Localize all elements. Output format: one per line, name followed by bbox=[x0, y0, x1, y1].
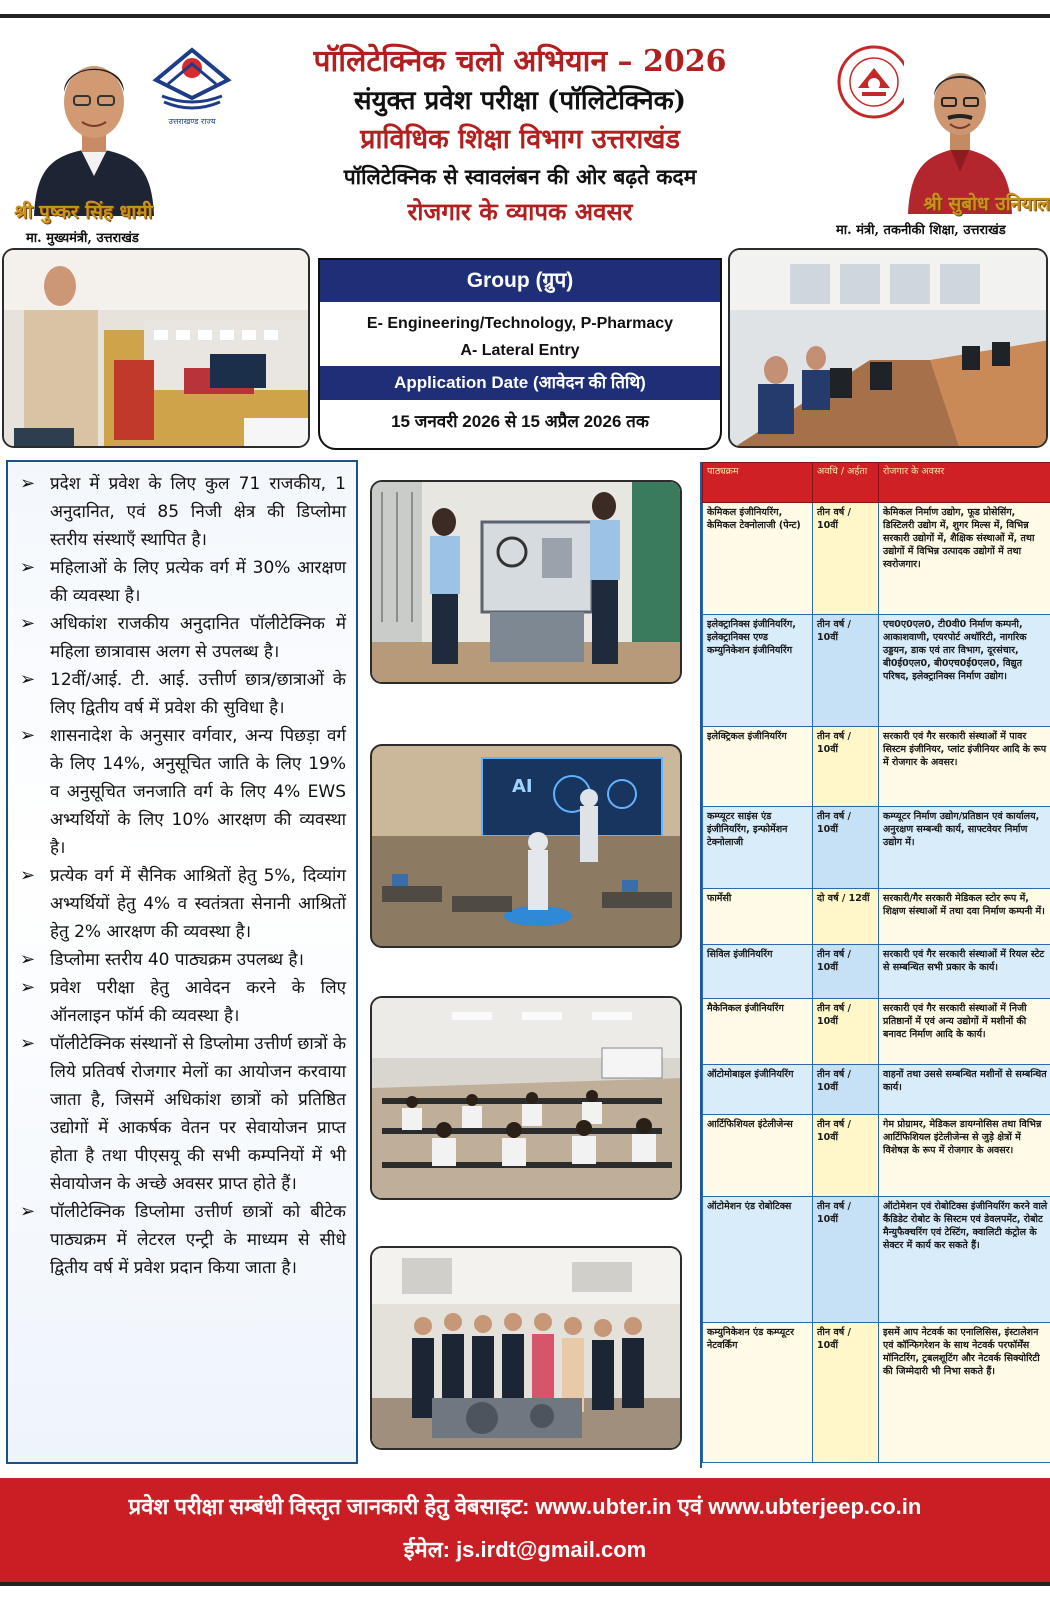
feature-item: ➢ पॉलीटेक्निक डिप्लोमा उत्तीर्ण छात्रों को बीटेक पाठ्यक्रम में लेटरल एन्ट्री के माध्यम से सीधे द्वितीय वर्ष में प्रवेश प्रदान किया जाता है। bbox=[16, 1198, 346, 1282]
chief-minister-name: श्री पुष्कर सिंह धामी bbox=[14, 201, 153, 223]
arrow-bullet-icon: ➢ bbox=[20, 949, 36, 970]
table-row: कम्प्यूटर साइंस एंड इंजीनियरिंग, इन्फोर्मेशन टेक्नोलाजी तीन वर्ष / 10वीं कम्प्यूटर निर्माण उद्योग/प्रतिष्ठान एवं कार्यालय, अनुरक्षण सम्बन्धी कार्य, साफ्टवेयर निर्माण उद्योग में। bbox=[703, 807, 1050, 889]
tagline: पॉलिटेक्निक से स्वावलंबन की ओर बढ़ते कदम bbox=[343, 164, 697, 189]
title-block bbox=[250, 42, 790, 230]
group-heading: Group (ग्रुप) bbox=[320, 260, 720, 302]
header bbox=[0, 20, 1050, 252]
feature-item: ➢ महिलाओं के लिए प्रत्येक वर्ग में 30% आरक्षण की व्यवस्था है। bbox=[16, 554, 346, 610]
minister-name: श्री सुबोध उनियाल bbox=[923, 193, 1050, 215]
table-header-row bbox=[703, 463, 1050, 503]
chief-minister-title: मा. मुख्यमंत्री, उत्तराखंड bbox=[26, 231, 139, 246]
arrow-bullet-icon: ➢ bbox=[20, 977, 36, 998]
department-seal-icon bbox=[836, 44, 912, 120]
table-row: आर्टिफिशियल इंटेलीजेन्स तीन वर्ष / 10वीं गेम प्रोग्रामर, मेडिकल डायग्नोसिस तथा विभिन्न आर्टिफिशियल इंटेलीजेन्स से जुड़े क्षेत्रों में विशेषज्ञ के रूप में रोजगार के अवसर। bbox=[703, 1115, 1050, 1197]
bottom-border bbox=[0, 1582, 1050, 1586]
svg-text:उत्तराखण्ड राज्य: उत्तराखण्ड राज्य bbox=[168, 117, 216, 126]
minister-title: मा. मंत्री, तकनीकी शिक्षा, उत्तराखंड bbox=[836, 223, 1006, 238]
features-panel bbox=[6, 460, 358, 1464]
technical-education-minister-photo bbox=[904, 42, 1016, 214]
arrow-bullet-icon: ➢ bbox=[20, 473, 36, 494]
website-info: प्रवेश परीक्षा सम्बंधी विस्तृत जानकारी हेतु वेबसाइट: www.ubter.in एवं www.ubterjeep.co.in bbox=[128, 1494, 922, 1519]
column-header-course: पाठ्यक्रम bbox=[703, 463, 813, 503]
feature-item: ➢ 12वीं/आई. टी. आई. उत्तीर्ण छात्र/छात्राओं के लिए द्वितीय वर्ष में प्रवेश की सुविधा है। bbox=[16, 666, 346, 722]
group-info-box bbox=[318, 258, 722, 450]
feature-item: ➢ शासनादेश के अनुसार वर्गवार, अन्य पिछड़ा वर्ग के लिए 14%, अनुसूचित जाति के लिए 19% व अनुसूचित जनजाति वर्ग के लिए 4% EWS अभ्यर्थियों के लिए 10% आरक्षण की व्यवस्था है। bbox=[16, 722, 346, 862]
arrow-bullet-icon: ➢ bbox=[20, 1033, 36, 1054]
email-info: ईमेल: js.irdt@gmail.com bbox=[403, 1537, 647, 1562]
features-list bbox=[16, 470, 346, 1282]
feature-item: ➢ प्रदेश में प्रवेश के लिए कुल 71 राजकीय, 1 अनुदानित, एवं 85 निजी क्षेत्र की डिप्लोमा स्तरीय संस्थाएँ स्थापित है। bbox=[16, 470, 346, 554]
table-row: फार्मेसी दो वर्ष / 12वीं सरकारी/गैर सरकारी मेडिकल स्टोर रूप में, शिक्षण संस्थाओं में तथा दवा निर्माण कम्पनी में। bbox=[703, 889, 1050, 945]
arrow-bullet-icon: ➢ bbox=[20, 865, 36, 886]
top-border bbox=[0, 14, 1050, 18]
exam-hall-photo bbox=[370, 996, 682, 1200]
computer-lab-photo bbox=[728, 248, 1048, 448]
feature-item: ➢ प्रवेश परीक्षा हेतु आवेदन करने के लिए ऑनलाइन फॉर्म की व्यवस्था है। bbox=[16, 974, 346, 1030]
table-row: कम्युनिकेशन एंड कम्प्यूटर नेटवर्किंग तीन वर्ष / 10वीं इसमें आप नेटवर्क का एनालिसिस, इंस्टालेशन एवं कॉन्फिगरेशन के साथ नेटवर्क परफॉर्मेंस मॉनिटरिंग, ट्रबलशूटिंग और नेटवर्क सिक्योरिटी की जिम्मेदारी भी निभा सकते हैं। bbox=[703, 1323, 1050, 1463]
campaign-title: पॉलिटेक्निक चलो अभियान – 2026 bbox=[313, 44, 727, 79]
table-row: सिविल इंजीनियरिंग तीन वर्ष / 10वीं सरकारी एवं गैर सरकारी संस्थाओं में रियल स्टेट से सम्बन्धित सभी प्रकार के कार्य। bbox=[703, 945, 1050, 999]
feature-item: ➢ डिप्लोमा स्तरीय 40 पाठ्यक्रम उपलब्ध है। bbox=[16, 946, 346, 974]
ai-classroom-photo bbox=[370, 744, 682, 948]
arrow-bullet-icon: ➢ bbox=[20, 1201, 36, 1222]
table-row: ऑटोमोबाइल इंजीनियरिंग तीन वर्ष / 10वीं वाहनों तथा उससे सम्बन्धित मशीनों से सम्बन्धित कार्य। bbox=[703, 1065, 1050, 1115]
footer-banner bbox=[0, 1478, 1050, 1582]
table-row: इलेक्ट्रिकल इंजीनियरिंग तीन वर्ष / 10वीं सरकारी एवं गैर सरकारी संस्थाओं में पावर सिस्टम इंजीनियर, प्लांट इंजीनियर आदि के रूप में रोजगार के अवसर। bbox=[703, 727, 1050, 807]
employment-tagline: रोजगार के व्यापक अवसर bbox=[407, 197, 633, 226]
application-date-heading: Application Date (आवेदन की तिथि) bbox=[320, 366, 720, 400]
arrow-bullet-icon: ➢ bbox=[20, 613, 36, 634]
feature-item: ➢ प्रत्येक वर्ग में सैनिक आश्रितों हेतु 5%, दिव्यांग अभ्यर्थियों हेतु 4% व स्वतंत्रता सेनानी आश्रितों हेतु 2% आरक्षण की व्यवस्था है। bbox=[16, 862, 346, 946]
group-lateral-entry: A- Lateral Entry bbox=[460, 342, 580, 359]
department-title: प्राविधिक शिक्षा विभाग उत्तराखंड bbox=[360, 124, 680, 155]
chief-minister-photo bbox=[24, 36, 164, 216]
arrow-bullet-icon: ➢ bbox=[20, 669, 36, 690]
table-row: ऑटोमेशन एंड रोबोटिक्स तीन वर्ष / 10वीं ऑटोमेशन एवं रोबोटिक्स इंजीनियरिंग करने वाले कैंडिडेट रोबोट के सिस्टम एवं डेवलपमेंट, रोबोट मैन्युफैक्चरिंग एवं टेस्टिंग, क्वालिटी कंट्रोल के सेक्टर में कार्य कर सकते हैं। bbox=[703, 1197, 1050, 1323]
courses-table-panel bbox=[700, 462, 1050, 1468]
uttarakhand-emblem-icon bbox=[150, 38, 234, 128]
table-row: इलेक्ट्रानिक्स इंजीनियरिंग, इलेक्ट्रानिक्स एण्ड कम्युनिकेशन इंजीनियरिंग तीन वर्ष / 10वीं एच0ए0एल0, टी0वी0 निर्माण कम्पनी, आकाशवाणी, एयरपोर्ट अथॉरिटी, नागरिक उड्डयन, डाक एवं तार विभाग, दूरसंचार, बी0ई0एल0, बी0एच0ई0एल0, विद्युत परिषद, इलेक्ट्रानिक्स निर्माण उद्योग। bbox=[703, 615, 1050, 727]
arrow-bullet-icon: ➢ bbox=[20, 725, 36, 746]
column-header-employment: रोजगार के अवसर bbox=[879, 463, 1050, 503]
feature-item: ➢ पॉलीटेक्निक संस्थानों से डिप्लोमा उत्तीर्ण छात्रों के लिये प्रतिवर्ष रोजगार मेलों का आयोजन करवाया जाता है, जिसमें अधिकांश छात्रों को प्रतिष्ठित उद्योगों में आकर्षक वेतन पर सेवायोजन प्राप्त होता है तथा पीएसयू की सभी कम्पनियों में भी सेवायोजन के अच्छे अवसर प्राप्त होते हैं। bbox=[16, 1030, 346, 1198]
exam-title: संयुक्त प्रवेश परीक्षा (पॉलिटेक्निक) bbox=[354, 86, 686, 116]
arrow-bullet-icon: ➢ bbox=[20, 557, 36, 578]
application-date-range: 15 जनवरी 2026 से 15 अप्रैल 2026 तक bbox=[391, 412, 649, 431]
workshop-photo bbox=[370, 1246, 682, 1450]
column-header-duration: अवधि / अर्हता bbox=[813, 463, 879, 503]
courses-table bbox=[702, 462, 1050, 1463]
event-stage-photo bbox=[2, 248, 310, 448]
feature-item: ➢ अधिकांश राजकीय अनुदानित पॉलीटेक्निक में महिला छात्रावास अलग से उपलब्ध है। bbox=[16, 610, 346, 666]
table-row: केमिकल इंजीनियरिंग, केमिकल टेक्नोलाजी (पेन्ट) तीन वर्ष / 10वीं केमिकल निर्माण उद्योग, फूड प्रोसेसिंग, डिस्टिलरी उद्योग में, शुगर मिल्स में, विभिन्न सरकारी उद्योगों में, शैक्षिक संस्थाओं में, तथा उद्योगों में विभिन्न उत्पादक उद्योगों में तथा स्वरोजगार। bbox=[703, 503, 1050, 615]
table-row: मैकेनिकल इंजीनियरिंग तीन वर्ष / 10वीं सरकारी एवं गैर सरकारी संस्थाओं में निजी प्रतिष्ठानों में एवं अन्य उद्योगों में मशीनों की बनावट निर्माण आदि के कार्य। bbox=[703, 999, 1050, 1065]
lab-equipment-photo bbox=[370, 480, 682, 684]
svg-text:AI: AI bbox=[512, 776, 533, 797]
group-engineering-pharmacy: E- Engineering/Technology, P-Pharmacy bbox=[366, 315, 674, 332]
